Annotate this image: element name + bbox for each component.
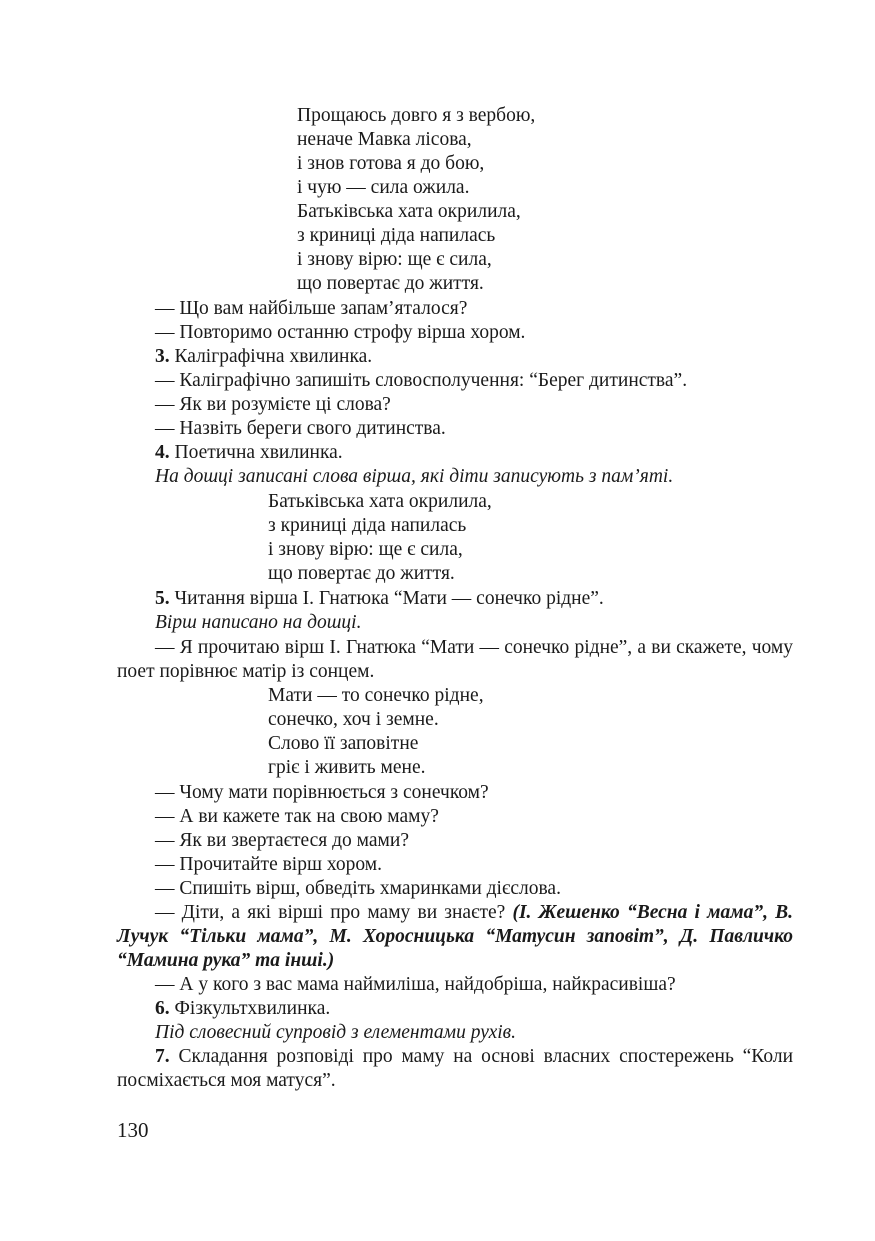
poem1-line-1: Прощаюсь довго я з вербою, bbox=[297, 105, 536, 126]
poem3-line-2: сонечко, хоч і земне. bbox=[268, 709, 439, 730]
section-number: 6. bbox=[155, 998, 170, 1019]
poem1-line-6: з криниці діда напилась bbox=[297, 225, 496, 246]
poem1-line-2: неначе Мавка лісова, bbox=[297, 129, 472, 150]
poem3-line-1: Мати — то сонечко рідне, bbox=[268, 685, 484, 706]
section-heading-7 bbox=[117, 1045, 793, 1093]
italic-note: На дошці записані слова вірша, які діти записують з пам’яті. bbox=[155, 466, 674, 487]
question-line: — Чому мати порівнюється з сонечком? bbox=[155, 782, 489, 803]
section-title: Поетична хвилинка. bbox=[174, 442, 343, 463]
question-line: — Як ви звертаєтеся до мами? bbox=[155, 830, 409, 851]
section-heading-6 bbox=[155, 997, 330, 1021]
section-heading-4 bbox=[155, 441, 343, 465]
question-line: — Що вам найбільше запам’яталося? bbox=[155, 298, 468, 319]
question-line: — А ви кажете так на свою маму? bbox=[155, 806, 439, 827]
section-number: 3. bbox=[155, 346, 170, 367]
question-line: — Прочитайте вірш хором. bbox=[155, 854, 382, 875]
poem2-line-4: що повертає до життя. bbox=[268, 563, 455, 584]
poem1-line-7: і знову вірю: ще є сила, bbox=[297, 249, 492, 270]
poem1-line-5: Батьківська хата окрилила, bbox=[297, 201, 521, 222]
question-line: — Назвіть береги свого дитинства. bbox=[155, 418, 446, 439]
page-number: 130 bbox=[117, 1118, 149, 1142]
section-number: 5. bbox=[155, 588, 170, 609]
paragraph bbox=[117, 901, 793, 973]
section-title: Читання вірша І. Гнатюка “Мати — сонечко рідне”. bbox=[174, 588, 604, 609]
section-number: 7. bbox=[155, 1046, 170, 1067]
italic-note: Вірш написано на дошці. bbox=[155, 612, 362, 633]
poem1-line-3: і знов готова я до бою, bbox=[297, 153, 485, 174]
paragraph: — Я прочитаю вірш І. Гнатюка “Мати — сонечко рідне”, а ви скажете, чому поет порівнює матір із сонцем. bbox=[117, 637, 793, 682]
question-line: — Каліграфічно запишіть словосполучення: “Берег дитинства”. bbox=[155, 370, 688, 391]
question-line: — А у кого з вас мама наймиліша, найдобріша, найкрасивіша? bbox=[155, 974, 676, 995]
section-title: Складання розповіді про маму на основі власних спостережень “Коли посміхається моя матуся”. bbox=[117, 1046, 794, 1091]
paragraph-italic-references: (І. Жешенко “Весна і мама”, В. Лучук “Тільки мама”, М. Хоросницька “Матусин заповіт”, Д. Павличко “Мамина рука” та інші.) bbox=[117, 902, 793, 971]
poem2-line-2: з криниці діда напилась bbox=[268, 515, 467, 536]
question-line: — Як ви розумієте ці слова? bbox=[155, 394, 391, 415]
section-heading-3 bbox=[155, 345, 372, 369]
poem3-line-3: Слово її заповітне bbox=[268, 733, 419, 754]
paragraph-text: — Діти, а які вірші про маму ви знаєте? bbox=[155, 902, 513, 923]
poem2-line-3: і знову вірю: ще є сила, bbox=[268, 539, 463, 560]
section-heading-5 bbox=[155, 587, 604, 611]
poem1-line-4: і чую — сила ожила. bbox=[297, 177, 470, 198]
question-line: — Спишіть вірш, обведіть хмаринками дієслова. bbox=[155, 878, 561, 899]
italic-note: Під словесний супровід з елементами рухів. bbox=[155, 1022, 517, 1043]
poem1-line-8: що повертає до життя. bbox=[297, 273, 484, 294]
section-title: Каліграфічна хвилинка. bbox=[174, 346, 373, 367]
section-number: 4. bbox=[155, 442, 170, 463]
poem3-line-4: гріє і живить мене. bbox=[268, 757, 426, 778]
question-line: — Повторимо останню строфу вірша хором. bbox=[155, 322, 526, 343]
section-title: Фізкультхвилинка. bbox=[174, 998, 331, 1019]
poem2-line-1: Батьківська хата окрилила, bbox=[268, 491, 492, 512]
